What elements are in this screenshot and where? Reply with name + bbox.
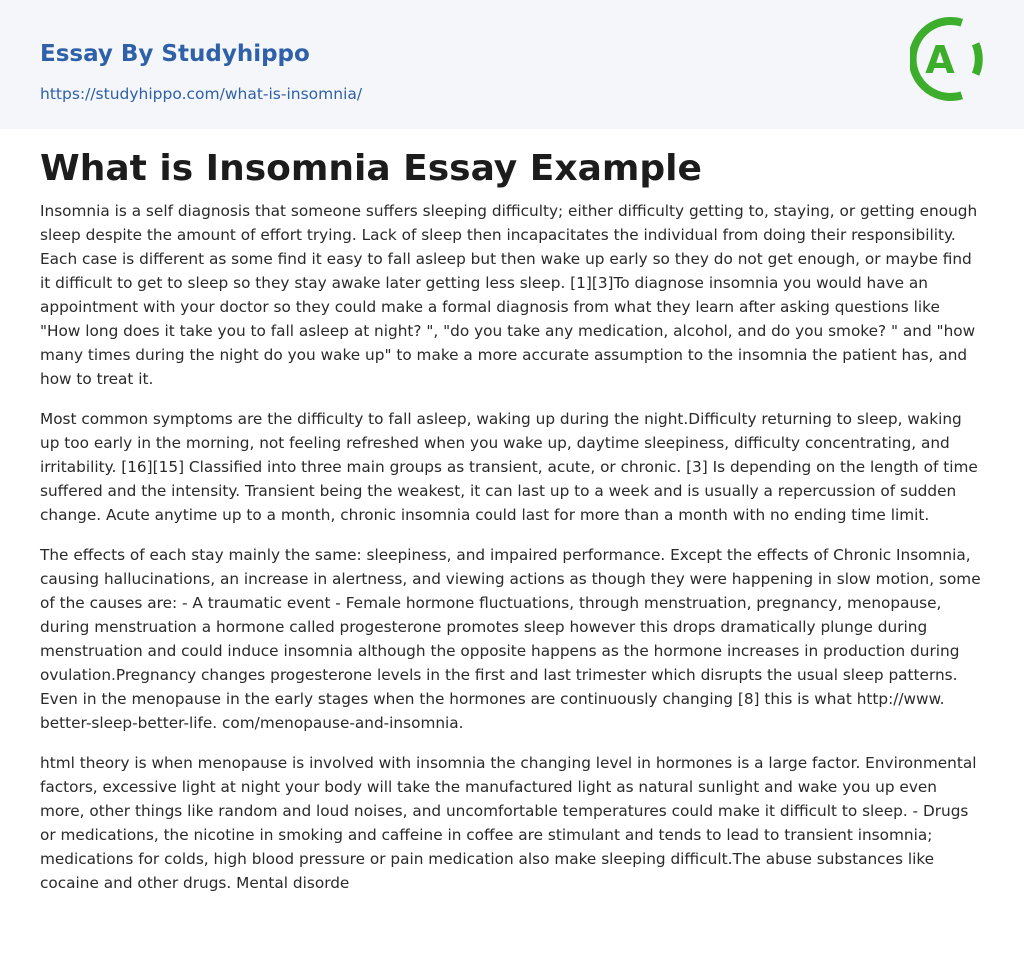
article-paragraph: Most common symptoms are the difficulty to fall asleep, waking up during the night.Difficulty returning to sleep, waking up too early in the morning, not feeling refreshed when you wake up, daytime sleepiness, difficulty concentrating, and irritability. [16][15] Classified into three main groups as transient, acute, or chronic. [3] Is depending on the length of time suffered and the intensity. Transient being the weakest, it can last up to a week and is usually a repercussion of sudden change. Acute anytime up to a month, chronic insomnia could last for more than a month with no ending time limit.	[40, 410, 978, 524]
logo-letter: A	[925, 38, 955, 82]
studyhippo-logo-icon	[910, 17, 988, 107]
page-title: What is Insomnia Essay Example	[40, 148, 702, 189]
article-paragraph: Insomnia is a self diagnosis that someone suffers sleeping difficulty; either difficulty getting to, staying, or getting enough sleep despite the amount of effort trying. Lack of sleep then incapacitates the individual from doing their responsibility. Each case is different as some find it easy to fall asleep but then wake up early so they do not get enough, or maybe find it difficult to get to sleep so they stay awake later getting less sleep. [1][3]To diagnose insomnia you would have an appointment with your doctor so they could make a formal diagnosis from what they learn after asking questions like "How long does it take you to fall asleep at night? ", "do you take any medication, alcohol, and do you smoke? " and "how many times during the night do you wake up" to make a more accurate assumption to the insomnia the patient has, and how to treat it.	[40, 202, 978, 388]
site-title: Essay By Studyhippo	[40, 41, 310, 67]
article	[0, 129, 1024, 895]
source-url-link[interactable]: https://studyhippo.com/what-is-insomnia/	[40, 85, 363, 103]
site-header	[0, 0, 1024, 129]
article-paragraph: The effects of each stay mainly the same: sleepiness, and impaired performance. Except the effects of Chronic Insomnia, causing hallucinations, an increase in alertness, and viewing actions as though they were happening in slow motion, some of the causes are: - A traumatic event - Female hormone fluctuations, through menstruation, pregnancy, menopause, during menstruation a hormone called progesterone promotes sleep however this drops dramatically plunge during menstruation and could induce insomnia although the opposite happens as the hormone increases in production during ovulation.Pregnancy changes progesterone levels in the first and last trimester which disrupts the usual sleep patterns. Even in the menopause in the early stages when the hormones are continuously changing [8] this is what http://www. better-sleep-better-life. com/menopause-and-insomnia.	[40, 546, 981, 732]
article-paragraph: html theory is when menopause is involved with insomnia the changing level in hormones is a large factor. Environmental factors, excessive light at night your body will take the manufactured light as natural sunlight and wake you up even more, other things like random and loud noises, and uncomfortable temperatures could make it difficult to sleep. - Drugs or medications, the nicotine in smoking and caffeine in coffee are stimulant and tends to lead to transient insomnia; medications for colds, high blood pressure or pain medication also make sleeping difficult.The abuse substances like cocaine and other drugs. Mental disorde	[40, 754, 977, 892]
